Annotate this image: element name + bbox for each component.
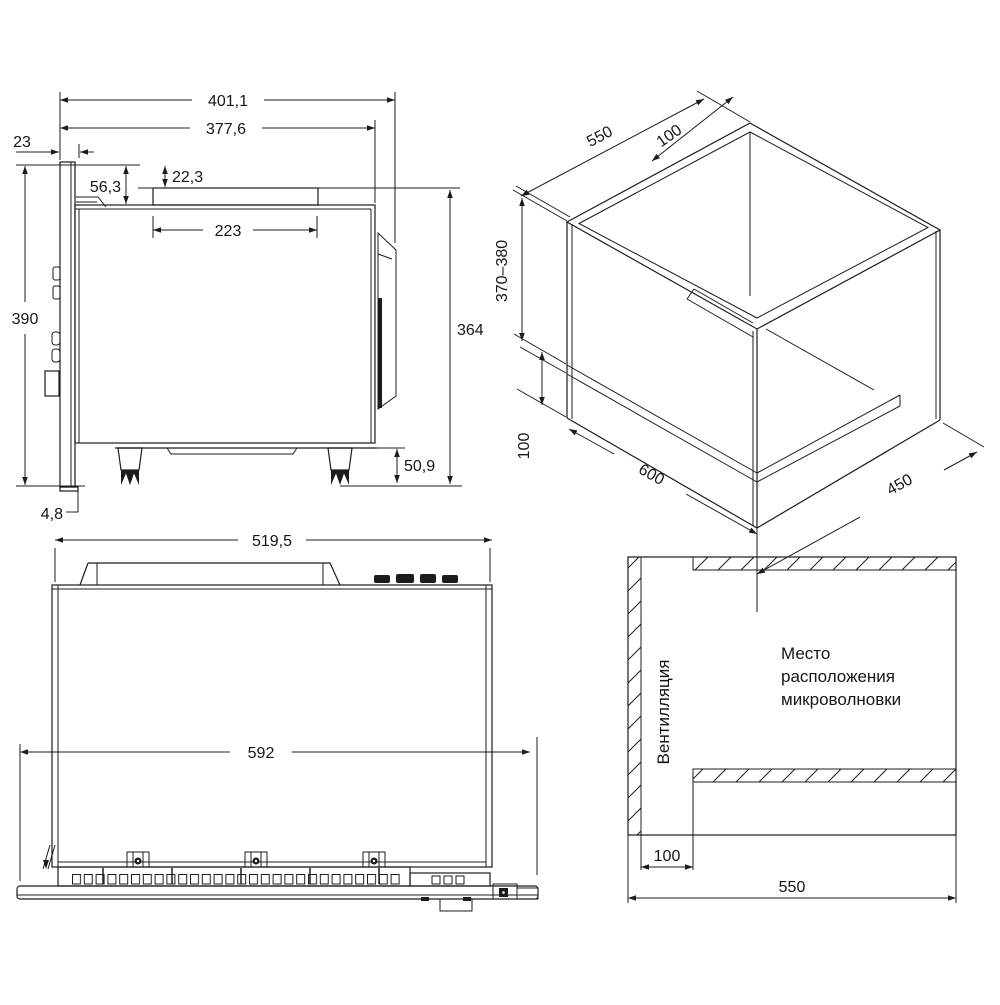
dim-front-height: 390 [11,311,39,328]
dim-body-width: 519,5 [251,533,293,550]
dim-cabinet-width: 600 [635,461,667,489]
wall-top [693,557,956,570]
dim-niche-width: 550 [584,123,616,151]
dim-total-depth: 401,1 [207,93,249,110]
location-label-line3: микроволновки [781,690,902,709]
dim-plan-niche-width: 550 [778,879,806,896]
vent-slots [72,874,400,885]
dim-hump-inset: 22,3 [172,169,204,186]
dim-bottom-lip: 4,8 [40,506,63,523]
wall-bottom [693,769,956,782]
location-label-line2: расположения [781,667,895,686]
dim-hump-length: 223 [214,223,242,240]
dim-top-inset: 56,3 [89,179,121,196]
dim-plan-vent-gap: 100 [653,848,681,865]
dim-niche-height: 370–380 [494,239,511,303]
ventilation-label: Вентилляция [654,659,673,765]
dim-foot-height: 50,9 [404,458,436,475]
dim-cabinet-depth: 450 [884,471,916,499]
dim-frame-width: 592 [247,745,275,762]
dim-inner-depth: 377,6 [205,121,247,138]
vent-wall-left [628,557,641,835]
dim-body-height: 364 [457,322,484,339]
dim-front-protrusion: 23 [13,134,31,151]
location-label-line1: Место [781,644,831,663]
dim-plinth-height: 100 [516,432,533,460]
dim-vent-gap-top: 100 [653,121,686,151]
